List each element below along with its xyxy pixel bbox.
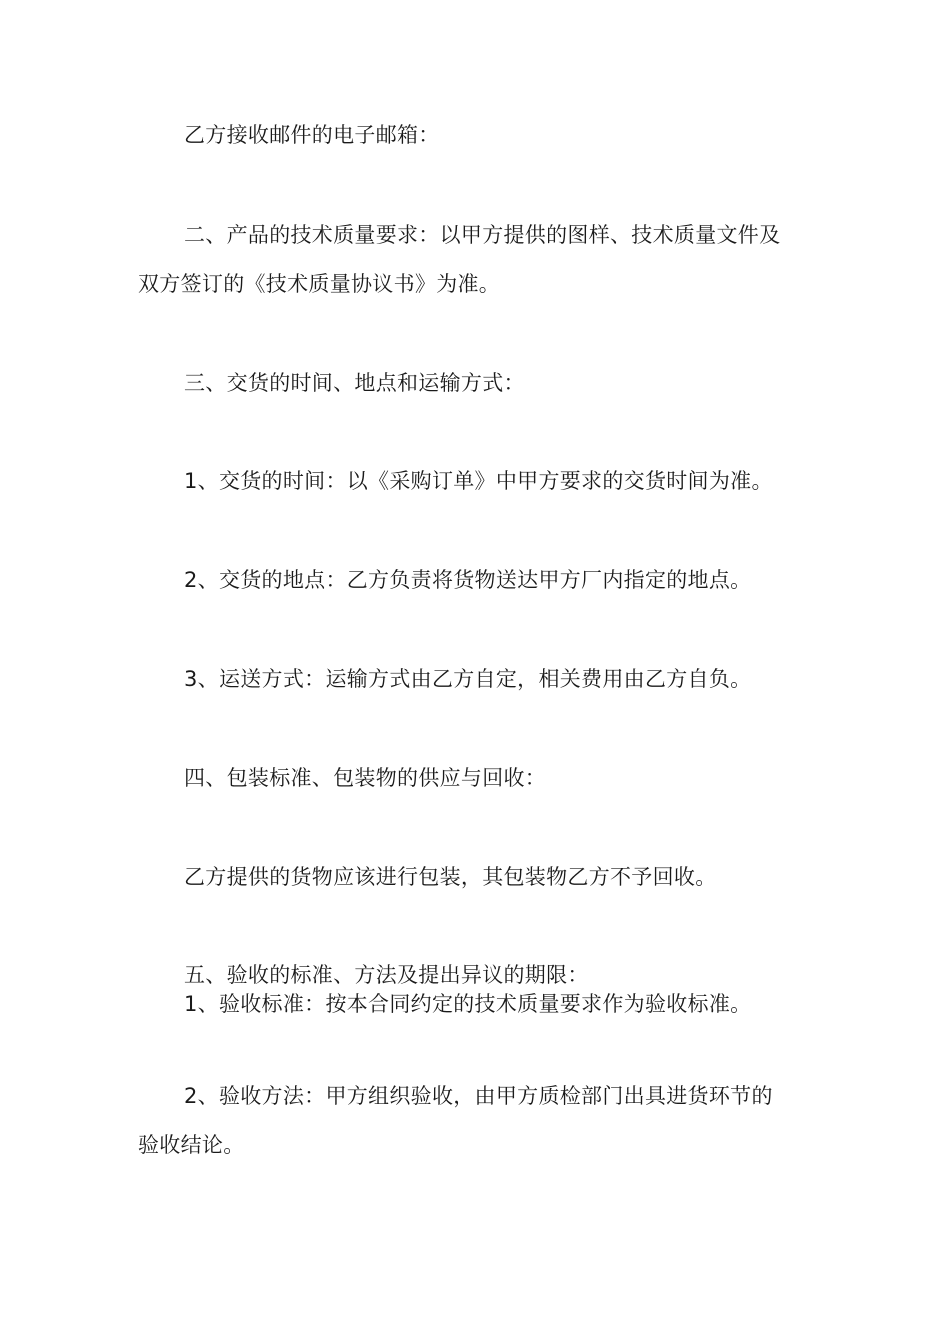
list-item-acceptance-method-line-2: 验收结论。	[138, 1133, 245, 1157]
list-item-delivery-time: 1、交货的时间：以《采购订单》中甲方要求的交货时间为准。	[184, 469, 773, 493]
list-item-acceptance-standard: 1、验收标准：按本合同约定的技术质量要求作为验收标准。	[184, 992, 752, 1016]
section-heading-delivery: 三、交货的时间、地点和运输方式：	[184, 371, 525, 395]
section-heading-packaging: 四、包装标准、包装物的供应与回收：	[184, 766, 547, 790]
paragraph-packaging: 乙方提供的货物应该进行包装，其包装物乙方不予回收。	[184, 865, 717, 889]
paragraph-quality-line-2: 双方签订的《技术质量协议书》为准。	[138, 272, 501, 296]
section-heading-acceptance: 五、验收的标准、方法及提出异议的期限：	[184, 963, 589, 987]
list-item-transport: 3、运送方式：运输方式由乙方自定，相关费用由乙方自负。	[184, 667, 752, 691]
paragraph-quality-line-1: 二、产品的技术质量要求：以甲方提供的图样、技术质量文件及	[184, 223, 781, 247]
paragraph-email: 乙方接收邮件的电子邮箱：	[184, 123, 440, 147]
list-item-acceptance-method-line-1: 2、验收方法：甲方组织验收，由甲方质检部门出具进货环节的	[184, 1084, 773, 1108]
list-item-delivery-place: 2、交货的地点：乙方负责将货物送达甲方厂内指定的地点。	[184, 568, 752, 592]
